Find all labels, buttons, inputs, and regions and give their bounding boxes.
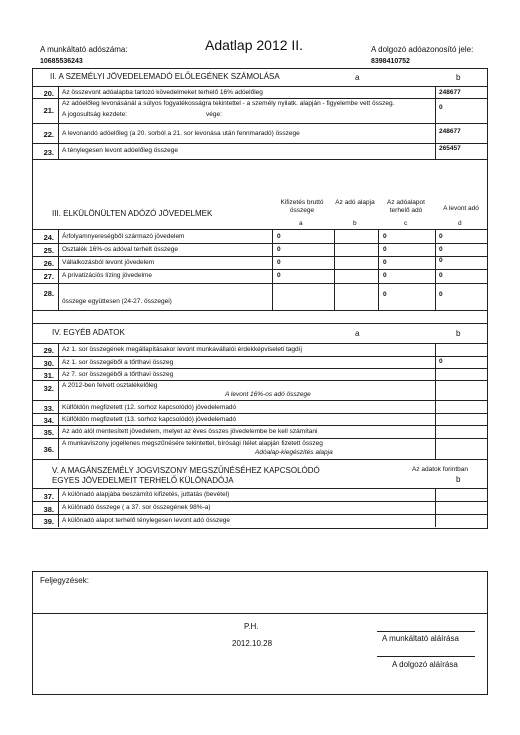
section2-col-b: b: [456, 73, 461, 82]
row-number: 31.: [43, 371, 54, 380]
section3-col1-letter: a: [299, 220, 303, 227]
cell-d: 0: [439, 272, 443, 279]
employer-tax-label: A munkáltató adószáma:: [40, 45, 128, 54]
section2-title: II. A SZEMÉLYI JÖVEDELEMADÓ ELŐLEGÉNEK SZÁMOLÁSA: [50, 72, 280, 81]
row-label: Külföldön megfizetett (12. sorhoz kapcsolódó) jövedelemadó: [62, 404, 237, 411]
cell-c: 0: [383, 233, 387, 240]
row-number: 21.: [43, 106, 54, 115]
section3-col4-header: A levont adó: [443, 205, 479, 212]
cell-a: 0: [277, 272, 281, 279]
row-label: A különadó összege ( a 37. sor összegének 98%-a): [62, 504, 211, 511]
row-value: 0: [439, 358, 443, 365]
row-label: Az 1. sor összegének megállapításakor levont munkavállalói érdekképviseleti tagdíj: [62, 346, 302, 353]
row-label: Osztalék 16%-os adóval terhelt összege: [62, 246, 178, 253]
row-value: 248677: [439, 89, 461, 96]
row-number: 29.: [43, 346, 54, 355]
row-label: Az adóelőleg levonásánál a súlyos fogyatékosságra tekintettel - a személy nyilatk. alapján - figyelembe vett összeg.: [62, 100, 395, 107]
row-number: 36.: [43, 445, 54, 454]
cell-d: 0: [439, 233, 443, 240]
cell-a: 0: [277, 259, 281, 266]
row-number: 35.: [43, 428, 54, 437]
entitlement-start-label: A jogosultság kezdete:: [62, 111, 128, 118]
row-number: 25.: [43, 246, 54, 255]
section2-col-a: a: [355, 73, 360, 82]
row-label: A ténylegesen levont adóelőleg összege: [62, 147, 179, 154]
section3-col3-letter: c: [404, 220, 408, 227]
row-number: 34.: [43, 416, 54, 425]
page-title: Adatlap 2012 II.: [205, 37, 304, 53]
cell-c: 0: [383, 246, 387, 253]
section3-col2-header: Az adó alapja: [335, 199, 375, 206]
section3-col3-header: Az adóalapot terhelő adó: [387, 199, 425, 215]
cell-c: 0: [383, 291, 387, 298]
row-number: 26.: [43, 259, 54, 268]
cell-a: 0: [277, 246, 281, 253]
row-label: A 2012-ben felvett osztalékelőleg: [62, 382, 158, 389]
row-label: Az összevont adóalapba tartozó kövedelmeket terhelő 16% adóelőleg: [62, 89, 263, 96]
row-label: Vállalkozásból levont jövedelem: [62, 259, 155, 266]
row-value: 0: [439, 104, 443, 111]
signature-box: [32, 612, 488, 695]
row-label: összege együttesen (24-27. összegei): [62, 298, 172, 305]
row-number: 27.: [43, 272, 54, 281]
row-number: 32.: [43, 384, 54, 393]
row-number: 30.: [43, 359, 54, 368]
row-note: Adóalap-kiegészítés alapja: [255, 449, 333, 456]
section5-title-line2: EGYES JÖVEDELMEIT TERHELŐ KÜLÖNADÓJA: [52, 476, 234, 485]
row-label: A különadó alapot terhelő ténylegesen levont adó összege: [62, 517, 231, 524]
employer-tax-value: 10685536243: [40, 58, 83, 65]
cell-d: 0: [439, 291, 443, 298]
signing-date: 2012.10.28: [232, 639, 273, 648]
section4-col-b: b: [456, 329, 461, 338]
employee-tax-label: A dolgozó adóazonosító jele:: [371, 45, 474, 54]
notes-label: Feljegyzések:: [40, 576, 89, 585]
row-number: 28.: [43, 289, 54, 298]
row-number: 22.: [43, 130, 54, 139]
employee-tax-value: 8398410752: [371, 58, 410, 65]
stamp-placeholder: P.H.: [244, 622, 259, 631]
row-label: A különadó alapjába beszámító kifizetés, juttatás (bevétel): [62, 491, 230, 498]
row-number: 39.: [43, 517, 54, 526]
cell-d: 0: [439, 257, 443, 264]
section3-title: III. ELKÜLÖNÜLTEN ADÓZÓ JÖVEDELMEK: [52, 209, 213, 218]
row-value: 265457: [439, 145, 461, 152]
employer-signature-label: A munkáltató aláírása: [382, 634, 459, 643]
section3-col4-letter: d: [458, 220, 462, 227]
row-label: Az 1. sor összegéből a tőrthavi összeg: [62, 359, 174, 366]
section3-col2-letter: b: [353, 220, 357, 227]
row-number: 38.: [43, 505, 54, 514]
section5-col-note: Az adatok forintban: [412, 466, 469, 473]
row-label: Az 7. sor összegéből a tőrthavi összeg: [62, 371, 174, 378]
entitlement-end-label: vége:: [206, 111, 222, 118]
row-number: 23.: [43, 148, 54, 157]
row-number: 37.: [43, 492, 54, 501]
row-label: Az adó alól mentesített jövedelem, melyet az éves összes jövedelembe be kell számítani: [62, 428, 318, 435]
row-value: 248677: [439, 128, 461, 135]
row-label: A munkaviszony jogellenes megszűnésére tekintettel, bírósági ítélet alapján fizetett összeg: [62, 440, 323, 447]
row-label: Külföldön megfizetett (13. sorhoz kapcsolódó) jövedelemadó: [62, 416, 237, 423]
row-number: 24.: [43, 233, 54, 242]
employee-signature-label: A dolgozó aláírása: [392, 660, 458, 669]
row-number: 20.: [43, 89, 54, 98]
cell-c: 0: [383, 272, 387, 279]
row-note: A levont 16%-os adó összege: [225, 391, 311, 398]
section3-col1-header: Kifizetés bruttó összege: [280, 199, 324, 215]
section5-title-line1: V. A MAGÁNSZEMÉLY JOGVISZONY MEGSZŰNÉSÉHEZ KAPCSOLÓDÓ: [52, 466, 320, 475]
cell-c: 0: [383, 259, 387, 266]
row-label: A levonandó adóelőleg (a 20. sorból a 21. sor levonása után fennmaradó) összege: [62, 130, 300, 137]
cell-a: 0: [277, 233, 281, 240]
row-number: 33.: [43, 404, 54, 413]
cell-d: 0: [439, 246, 443, 253]
row-label: Árfolyamnyereségből származó jövedelem: [62, 233, 185, 240]
row-label: A privatizációs lízing jövedelme: [62, 272, 152, 279]
notes-box: [32, 571, 488, 614]
section5-col-b: b: [456, 475, 461, 484]
section4-title: IV. EGYÉB ADATOK: [52, 328, 125, 337]
section4-col-a: a: [355, 329, 360, 338]
